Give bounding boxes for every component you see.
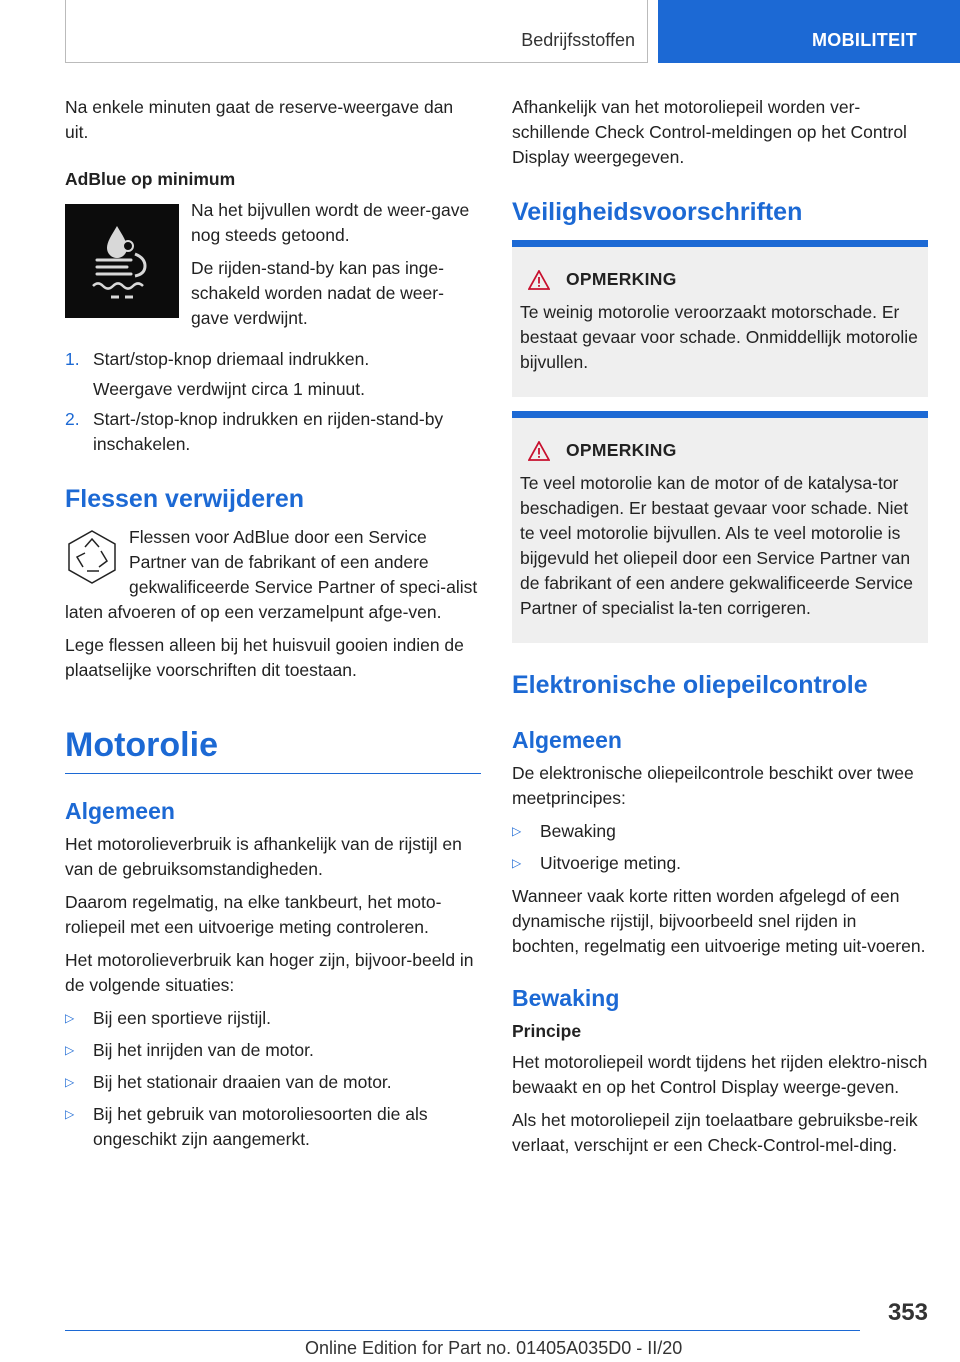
adblue-warning-icon xyxy=(65,204,179,318)
flessen-paragraph-2: Lege flessen alleen bij het huisvuil gooien indien de plaatselijke voorschriften dit toestaan. xyxy=(65,635,464,680)
algemeen-paragraph-2: Daarom regelmatig, na elke tankbeurt, het moto-roliepeil met een uitvoerige meting controleren. xyxy=(65,892,442,937)
adblue-paragraph-2: De rijden-stand-by kan pas inge-schakeld worden nadat de weer-gave verdwijnt. xyxy=(191,258,444,328)
list-item xyxy=(65,1038,481,1063)
right-column xyxy=(512,95,928,1166)
principe-paragraph-1: Het motoroliepeil wordt tijdens het rijden elektro-nisch bewaakt en op het Control Display weerge-geven. xyxy=(512,1052,928,1097)
bullet-triangle-icon: ▷ xyxy=(65,1075,75,1089)
step-number: 2. xyxy=(65,409,80,429)
step-number: 1. xyxy=(65,349,80,369)
adblue-block xyxy=(65,198,481,339)
page-number: 353 xyxy=(887,1299,928,1326)
principe-paragraph-2: Als het motoroliepeil zijn toelaatbare gebruiksbe-reik verlaat, verschijnt er een Check-Control-mel-ding. xyxy=(512,1110,918,1155)
note-box xyxy=(512,411,928,643)
list-item-text: Bij het stationair draaien van de motor. xyxy=(93,1072,392,1092)
list-item-text: Bewaking xyxy=(540,821,616,841)
elektronisch-heading: Elektronische oliepeilcontrole xyxy=(512,671,868,699)
bullet-triangle-icon: ▷ xyxy=(65,1107,75,1121)
flessen-heading: Flessen verwijderen xyxy=(65,485,305,513)
list-item-text: Bij een sportieve rijstijl. xyxy=(93,1008,271,1028)
note-title: OPMERKING xyxy=(566,440,677,460)
adblue-heading: AdBlue op minimum xyxy=(65,169,236,189)
steps-list xyxy=(65,347,481,457)
step-text: Start-/stop-knop indrukken en rijden-stand-by inschakelen. xyxy=(93,409,444,454)
algemeen-paragraph-right: De elektronische oliepeilcontrole beschikt over twee meetprincipes: xyxy=(512,763,914,808)
recycle-icon xyxy=(65,527,119,587)
bewaking-heading: Bewaking xyxy=(512,985,620,1011)
principles-list xyxy=(512,819,928,876)
step-subtext: Weergave verdwijnt circa 1 minuut. xyxy=(93,379,366,399)
note-header xyxy=(528,438,920,463)
list-item-text: Uitvoerige meting. xyxy=(540,853,682,873)
intro-paragraph: Na enkele minuten gaat de reserve-weergave dan uit. xyxy=(65,97,454,142)
algemeen-heading: Algemeen xyxy=(65,798,175,824)
bullet-triangle-icon: ▷ xyxy=(65,1011,75,1025)
header-chapter-tab xyxy=(658,0,960,63)
bullet-triangle-icon: ▷ xyxy=(512,824,522,838)
list-item xyxy=(512,819,928,844)
bullet-triangle-icon: ▷ xyxy=(512,856,522,870)
list-item xyxy=(65,1102,481,1152)
note-header xyxy=(528,267,920,292)
step-text: Start/stop-knop driemaal indrukken. xyxy=(93,349,370,369)
list-item xyxy=(65,1006,481,1031)
situations-list xyxy=(65,1006,481,1152)
left-column xyxy=(65,95,481,1160)
header-section-tab xyxy=(65,0,648,63)
note-title: OPMERKING xyxy=(566,269,677,289)
list-item xyxy=(65,1070,481,1095)
algemeen-heading-right: Algemeen xyxy=(512,727,622,753)
flessen-paragraph-1: Flessen voor AdBlue door een Service Partner van de fabrikant of een andere gekwalificeerde Service Partner of speci-alist laten afvoeren of op een verzamelpunt afge-ven. xyxy=(65,527,478,622)
note-box xyxy=(512,240,928,397)
list-item-text: Bij het inrijden van de motor. xyxy=(93,1040,314,1060)
veiligheid-heading: Veiligheidsvoorschriften xyxy=(512,198,803,226)
header-chapter-title: MOBILITEIT xyxy=(812,30,917,50)
principe-heading: Principe xyxy=(512,1021,582,1041)
list-item xyxy=(512,851,928,876)
list-item xyxy=(65,407,481,457)
motorolie-heading: Motorolie xyxy=(65,725,481,774)
algemeen-paragraph-1: Het motorolieverbruik is afhankelijk van de rijstijl en van de gebruiksomstandigheden. xyxy=(65,834,462,879)
edition-label: Online Edition for Part no. 01405A035D0 - II/20 xyxy=(305,1338,683,1358)
warning-triangle-icon xyxy=(528,270,550,290)
flessen-block xyxy=(65,525,481,683)
adblue-paragraph-1: Na het bijvullen wordt de weer-gave nog steeds getoond. xyxy=(191,200,470,245)
intro-paragraph-right: Afhankelijk van het motoroliepeil worden ver-schillende Check Control-meldingen op het Control Display weergegeven. xyxy=(512,97,907,167)
list-item-text: Bij het gebruik van motoroliesoorten die als ongeschikt zijn aangemerkt. xyxy=(93,1104,428,1149)
header-section-title: Bedrijfsstoffen xyxy=(521,30,635,50)
list-item xyxy=(65,347,481,372)
warning-triangle-icon xyxy=(528,441,550,461)
algemeen-paragraph-right-2: Wanneer vaak korte ritten worden afgelegd of een dynamische rijstijl, bijvoorbeeld snel rijden in bochten, regelmatig een uitvoerige meting uit-voeren. xyxy=(512,886,926,956)
note-text: Te weinig motorolie veroorzaakt motorschade. Er bestaat gevaar voor schade. Onmiddellijk motorolie bijvullen. xyxy=(520,302,918,372)
bullet-triangle-icon: ▷ xyxy=(65,1043,75,1057)
algemeen-paragraph-3: Het motorolieverbruik kan hoger zijn, bijvoor-beeld in de volgende situaties: xyxy=(65,950,474,995)
footer-divider xyxy=(65,1330,860,1331)
note-text: Te veel motorolie kan de motor of de katalysa-tor beschadigen. Er bestaat gevaar voor schade. Niet te veel motorolie bijvullen. Als te veel motorolie is bijgevuld het oliepeil door een Service Partner van de fabrikant of een andere gekwalificeerde Service Partner of specialist la-ten corrigeren. xyxy=(520,473,914,618)
adblue-text xyxy=(191,198,481,339)
